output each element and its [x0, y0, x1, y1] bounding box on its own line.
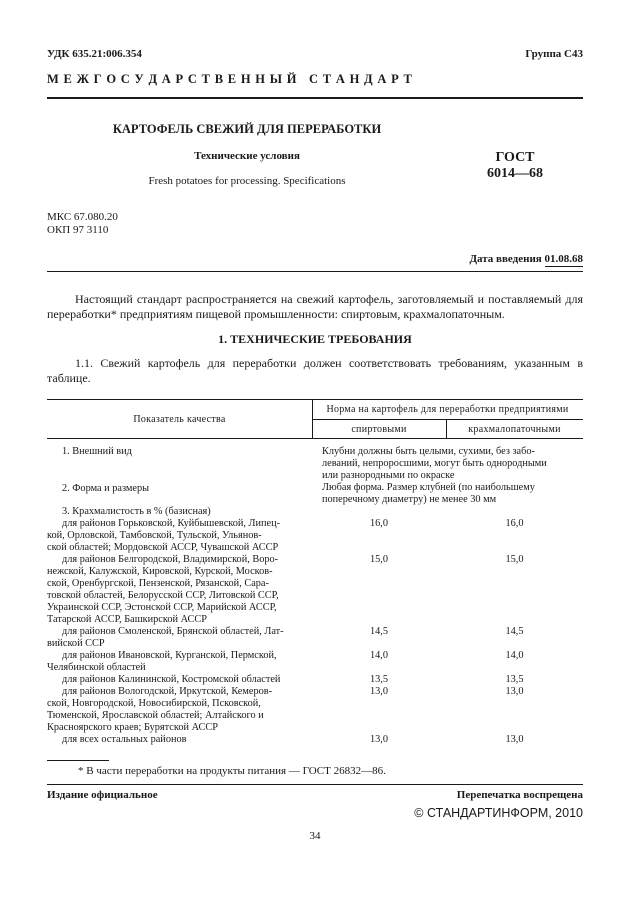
header-norm: Норма на картофель для переработки предприятиями [326, 404, 569, 415]
region-line: ской, Оренбургской, Пензенской, Рязанской, Сара- [47, 578, 269, 589]
header-rule [47, 97, 583, 99]
region-line: для районов Ивановской, Курганской, Пермской, [62, 650, 277, 661]
region-line: для районов Горьковской, Куйбышевской, Липец- [62, 518, 281, 529]
norm-line: или разнородными по окраске [322, 470, 455, 481]
region-line: для районов Вологодской, Иркутской, Кемеров- [62, 686, 273, 697]
footnote-rule [47, 760, 109, 761]
intro-date-value: 01.08.68 [544, 253, 583, 265]
standard-banner: М Е Ж Г О С У Д А Р С Т В Е Н Н Ы Й С Т А Н Д А Р Т [47, 72, 413, 86]
clause-1-1: 1.1. Свежий картофель для переработки должен соответствовать требованиям, указанным в таблице. [47, 356, 583, 385]
table-header-rule [47, 438, 583, 439]
starch-spirit-3: 14,0 [369, 650, 389, 661]
starch-starch-1: 15,0 [505, 554, 524, 565]
header-indicator: Показатель качества [133, 414, 226, 425]
intro-date-label: Дата введения [469, 253, 542, 265]
starch-starch-5: 13,0 [505, 686, 524, 697]
region-line: для всех остальных районов [62, 734, 187, 745]
starch-region-4 [47, 674, 312, 686]
row-appearance-norm [322, 446, 583, 482]
starch-spirit-5: 13,0 [369, 686, 389, 697]
starch-starch-6: 13,0 [505, 734, 524, 745]
row-shape-label: 2. Форма и размеры [62, 483, 150, 494]
intro-paragraph: Настоящий стандарт распространяется на свежий картофель, заготовляемый и поставляемый для переработки* предприятиям пищевой промышленности: спиртовым, крахмалопаточным. [47, 292, 583, 321]
starch-region-2 [47, 626, 312, 650]
starch-starch-4: 13,5 [505, 674, 524, 685]
norm-line: поперечному диаметру) не менее 30 мм [322, 494, 497, 505]
starch-spirit-2: 14,5 [369, 626, 389, 637]
region-line: для районов Смоленской, Брянской областей, Лат- [62, 626, 284, 637]
starch-spirit-4: 13,5 [369, 674, 389, 685]
row-appearance-label: 1. Внешний вид [62, 446, 132, 457]
mks-code: МКС 67.080.20 [47, 211, 118, 223]
copyright: © СТАНДАРТИНФОРМ, 2010 [414, 806, 583, 820]
date-rule [47, 271, 583, 272]
udk-code: УДК 635.21:006.354 [47, 48, 142, 60]
starch-region-3 [47, 650, 312, 674]
starch-spirit-6: 13,0 [369, 734, 389, 745]
header-starch: крахмалопаточными [468, 424, 561, 435]
region-line: ской, Новгородской, Новосибирской, Псковской, [47, 698, 261, 709]
region-line: для районов Калининской, Костромской областей [62, 674, 281, 685]
region-line: вийской ССР [47, 638, 105, 649]
starch-region-6 [47, 734, 312, 746]
starch-spirit-0: 16,0 [369, 518, 389, 529]
starch-spirit-1: 15,0 [369, 554, 389, 565]
reprint-notice: Перепечатка воспрещена [456, 789, 583, 801]
english-title: Fresh potatoes for processing. Specifications [148, 175, 346, 187]
region-line: Украинской ССР, Эстонской ССР, Марийской АССР, [47, 602, 277, 613]
region-line: нежской, Калужской, Кировской, Курской, Москов- [47, 566, 273, 577]
starch-starch-2: 14,5 [505, 626, 524, 637]
gost-label: ГОСТ [495, 150, 535, 165]
region-line: товской областей, Белорусской ССР, Литовской ССР, [47, 590, 279, 601]
group-code: Группа С43 [525, 48, 583, 60]
row-shape-norm [322, 482, 583, 506]
footer-rule [47, 784, 583, 785]
starch-region-1 [47, 554, 312, 626]
starch-region-5 [47, 686, 312, 734]
norm-line: леваний, непроросшими, могут быть однородными [322, 458, 547, 469]
edition-label: Издание официальное [47, 789, 158, 801]
region-line: ской областей; Мордовской АССР, Чувашской АССР [47, 542, 279, 553]
starch-region-0 [47, 518, 312, 554]
row-starch-label: 3. Крахмалистость в % (базисная) [62, 506, 211, 517]
region-line: Челябинской областей [47, 662, 146, 673]
norm-line: Клубни должны быть целыми, сухими, без забо- [322, 446, 535, 457]
table-top-rule [47, 399, 583, 400]
document-subtitle: Технические условия [194, 150, 300, 162]
starch-starch-3: 14,0 [505, 650, 524, 661]
okp-code: ОКП 97 3110 [47, 224, 109, 236]
table-norm-rule [312, 419, 583, 420]
page-number: 34 [309, 830, 321, 842]
starch-starch-0: 16,0 [505, 518, 524, 529]
region-line: Тюменской, Ярославской областей; Алтайского и [47, 710, 264, 721]
document-title: КАРТОФЕЛЬ СВЕЖИЙ ДЛЯ ПЕРЕРАБОТКИ [112, 122, 382, 136]
header-spirit: спиртовыми [351, 424, 407, 435]
region-line: для районов Белгородской, Владимирской, Воро- [62, 554, 279, 565]
region-line: Татарской АССР, Башкирской АССР [47, 614, 207, 625]
footnote: * В части переработки на продукты питания — ГОСТ 26832—86. [78, 765, 386, 777]
region-line: кой, Орловской, Тамбовской, Тульской, Ульянов- [47, 530, 262, 541]
gost-number: 6014—68 [487, 166, 543, 181]
norm-line: Любая форма. Размер клубней (по наибольшему [322, 482, 535, 493]
section-heading: 1. ТЕХНИЧЕСКИЕ ТРЕБОВАНИЯ [218, 332, 412, 346]
region-line: Красноярского краев; Бурятской АССР [47, 722, 218, 733]
intro-date [469, 253, 583, 265]
